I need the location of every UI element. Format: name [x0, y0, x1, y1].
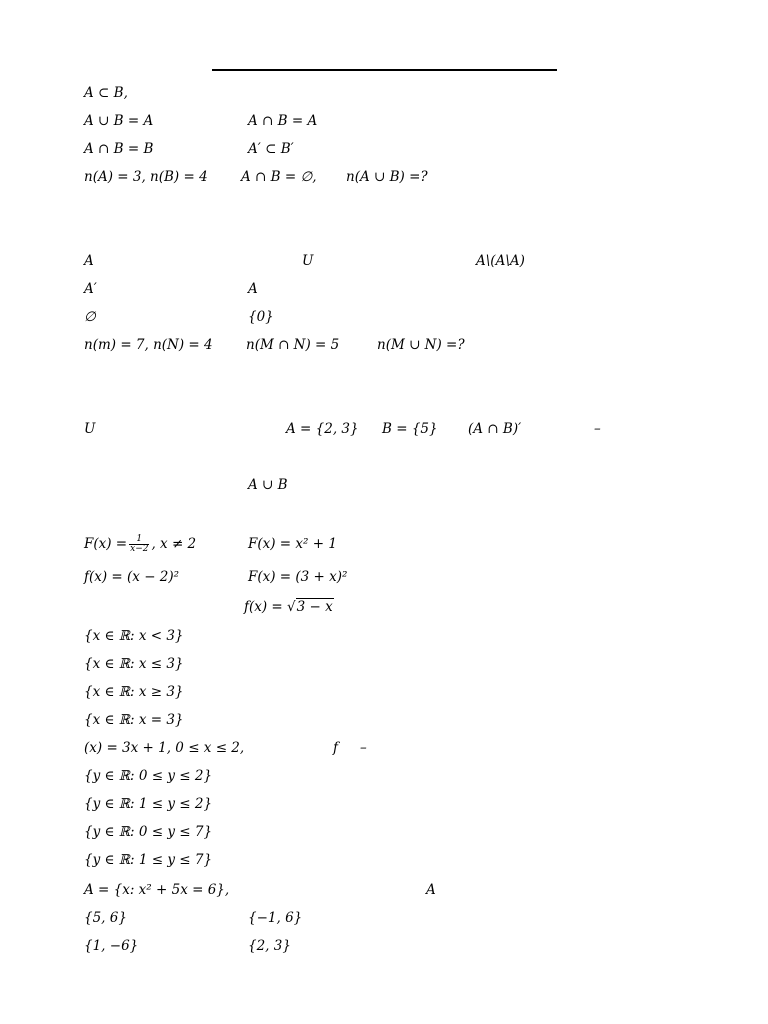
q2-condition: A ∩ B = ∅,	[241, 169, 317, 185]
q8-option-d-line	[0, 849, 768, 871]
q8-option-a: {y ∈ ℝ: 0 ≤ y ≤ 2}	[84, 768, 213, 784]
q9-option-b: {−1, 6}	[248, 910, 303, 926]
q7-option-a-line	[0, 625, 768, 647]
q3-option-d: {0}	[248, 309, 274, 325]
q7-option-d: {x ∈ ℝ: x = 3}	[84, 712, 184, 728]
q1-option-b: A ∩ B = A	[248, 113, 318, 129]
q8-option-b: {y ∈ ℝ: 1 ≤ y ≤ 2}	[84, 796, 213, 812]
q9-options-row2	[0, 935, 768, 957]
q1-options-row2	[0, 138, 768, 160]
q8-option-b-line	[0, 793, 768, 815]
q1-stem-line	[0, 82, 768, 104]
q5-complement: (A ∩ B)′	[468, 421, 522, 437]
q1-option-a: A ∪ B = A	[84, 113, 154, 129]
q9-option-c: {1, −6}	[84, 938, 139, 954]
q3-stem-line	[0, 250, 768, 272]
q2-line	[0, 166, 768, 188]
q6-option-b: F(x) = x² + 1	[248, 536, 337, 552]
q6-options-row2	[0, 566, 768, 588]
q6-option-c: f(x) = (x − 2)²	[84, 569, 180, 585]
q4-question: n(M ∪ N) =?	[377, 337, 465, 353]
q7-option-d-line	[0, 709, 768, 731]
q3-stem-expression: A\(A\A)	[476, 253, 525, 269]
q6-fraction: $\frac{1}{x-2}$	[130, 534, 149, 554]
q5-dash: –	[594, 421, 601, 437]
q3-option-b: A	[248, 281, 258, 297]
q7-stem: f(x) = √3 − x	[244, 596, 334, 618]
q3-stem-a: A	[84, 253, 94, 269]
q3-options-row2	[0, 306, 768, 328]
q7-option-a: {x ∈ ℝ: x < 3}	[84, 628, 184, 644]
q1-options-row1	[0, 110, 768, 132]
q7-option-c-line	[0, 681, 768, 703]
q6-options-row1	[0, 533, 768, 555]
q1-option-d: A′ ⊂ B′	[248, 141, 294, 157]
q8-stem-line	[0, 737, 768, 759]
q5-union: A ∪ B	[248, 477, 288, 493]
q5-union-line	[0, 474, 768, 496]
q2-question: n(A ∪ B) =?	[346, 169, 428, 185]
q6-option-d: F(x) = (3 + x)²	[248, 569, 348, 585]
q3-option-c: ∅	[84, 309, 96, 325]
q8-stem-f: f	[333, 740, 338, 756]
q7-square-root: √3 − x	[287, 599, 333, 615]
q1-option-c: A ∩ B = B	[84, 141, 154, 157]
q3-stem-u: U	[302, 253, 314, 269]
q8-stem: (x) = 3x + 1, 0 ≤ x ≤ 2,	[84, 740, 245, 756]
q9-stem: A = {x: x² + 5x = 6},	[84, 882, 230, 898]
q4-given: n(m) = 7, n(N) = 4	[84, 337, 213, 353]
q8-option-c: {y ∈ ℝ: 0 ≤ y ≤ 7}	[84, 824, 213, 840]
q6-option-a: F(x) = $\frac{1}{x-2}$ , x ≠ 2	[84, 534, 197, 554]
q3-options-row1	[0, 278, 768, 300]
header-rule	[212, 69, 557, 71]
q5-set-a: A = {2, 3}	[286, 421, 359, 437]
q9-option-a: {5, 6}	[84, 910, 127, 926]
q4-condition: n(M ∩ N) = 5	[246, 337, 340, 353]
q8-option-c-line	[0, 821, 768, 843]
q7-option-c: {x ∈ ℝ: x ≥ 3}	[84, 684, 184, 700]
q5-stem-u: U	[84, 421, 96, 437]
q8-dash: –	[360, 740, 367, 756]
q5-set-b: B = {5}	[382, 421, 438, 437]
q7-stem-line	[0, 596, 768, 618]
q7-option-b: {x ∈ ℝ: x ≤ 3}	[84, 656, 184, 672]
q8-option-a-line	[0, 765, 768, 787]
q9-stem-line	[0, 879, 768, 901]
q2-given: n(A) = 3, n(B) = 4	[84, 169, 208, 185]
q9-options-row1	[0, 907, 768, 929]
q5-stem-line	[0, 418, 768, 440]
q4-line	[0, 334, 768, 356]
q9-option-d: {2, 3}	[248, 938, 291, 954]
q8-option-d: {y ∈ ℝ: 1 ≤ y ≤ 7}	[84, 852, 213, 868]
q1-stem: A ⊂ B,	[84, 85, 128, 101]
q9-stem-a: A	[426, 882, 436, 898]
q3-option-a: A′	[84, 281, 97, 297]
q7-option-b-line	[0, 653, 768, 675]
